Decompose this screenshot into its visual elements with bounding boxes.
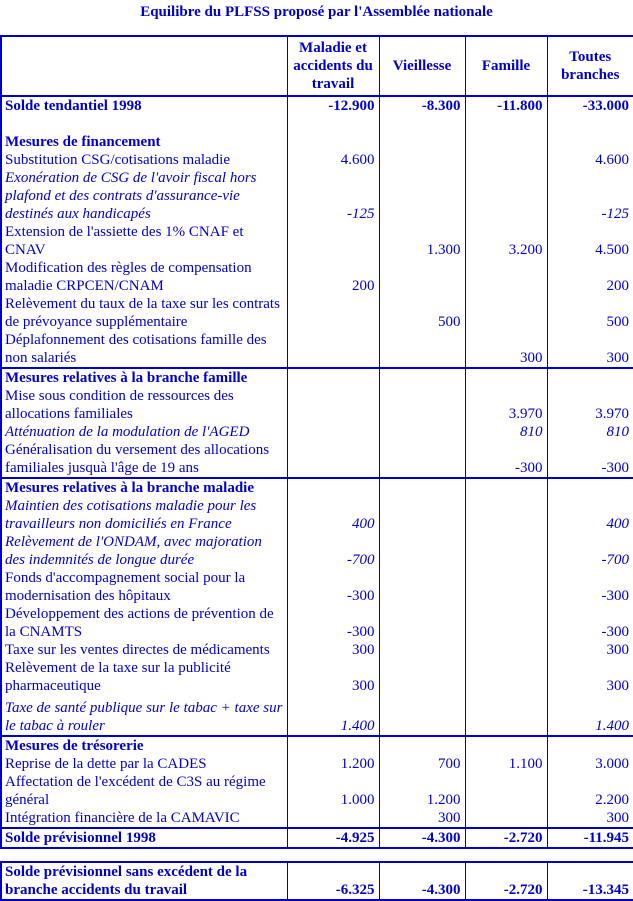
- row-value: [379, 387, 465, 423]
- row-value: -11.800: [465, 96, 547, 115]
- row-label: Mesures relatives à la branche maladie: [1, 478, 287, 497]
- row-value: 1.100: [465, 755, 547, 773]
- row-label: Mesures relatives à la branche famille: [1, 368, 287, 387]
- row-value: 300: [287, 659, 379, 695]
- row-value: 400: [547, 497, 633, 533]
- row-label: Relèvement de l'ONDAM, avec majoration des indemnités de longue durée: [5, 534, 262, 568]
- row-value: [287, 295, 379, 331]
- row-value: -11.945: [547, 828, 633, 848]
- row-value: [465, 773, 547, 809]
- row-value: 4.600: [547, 151, 633, 169]
- row-value: 1.000: [287, 773, 379, 809]
- row-label: Modification des règles de compensation maladie CRPCEN/CNAM: [5, 260, 252, 294]
- row-value: 2.200: [547, 773, 633, 809]
- row-value: [379, 736, 465, 755]
- row-label: Déplafonnement des cotisations famille des non salariés: [5, 332, 267, 366]
- table-row: [1, 96, 633, 115]
- row-value: -700: [287, 533, 379, 569]
- row-value: [547, 115, 633, 133]
- table-row: [1, 809, 633, 828]
- row-label: Relèvement de la taxe sur la publicité pharmaceutique: [5, 660, 231, 694]
- row-value: 3.970: [547, 387, 633, 423]
- row-value: [379, 533, 465, 569]
- main-table-body: [1, 96, 633, 848]
- table-row: [1, 223, 633, 259]
- row-value: [379, 133, 465, 151]
- row-value: [287, 331, 379, 368]
- row-value: [465, 695, 547, 736]
- column-header: Toutes branches: [547, 36, 633, 96]
- row-value: [465, 368, 547, 387]
- row-label: Atténuation de la modulation de l'AGED: [5, 424, 250, 440]
- row-value: 4.500: [547, 223, 633, 259]
- table-row: [1, 387, 633, 423]
- table-row: [1, 441, 633, 478]
- row-value: 500: [379, 295, 465, 331]
- row-label: Taxe de santé publique sur le tabac + taxe sur le tabac à rouler: [5, 700, 283, 734]
- row-label: Solde tendantiel 1998: [5, 98, 142, 114]
- row-label: Taxe sur les ventes directes de médicaments: [5, 642, 270, 658]
- row-value: [379, 441, 465, 478]
- row-value: 3.970: [465, 387, 547, 423]
- row-value: [379, 641, 465, 659]
- row-value: -2.720: [465, 862, 547, 900]
- row-value: [465, 569, 547, 605]
- row-value: -4.300: [379, 862, 465, 900]
- row-value: 200: [547, 259, 633, 295]
- main-table: [0, 35, 633, 849]
- row-value: [465, 497, 547, 533]
- row-value: -33.000: [547, 96, 633, 115]
- row-value: 810: [547, 423, 633, 441]
- row-label: Substitution CSG/cotisations maladie: [5, 152, 230, 168]
- row-label: Fonds d'accompagnement social pour la modernisation des hôpitaux: [5, 570, 246, 604]
- row-value: 300: [547, 809, 633, 828]
- row-value: -300: [465, 441, 547, 478]
- row-value: [379, 151, 465, 169]
- row-value: [547, 736, 633, 755]
- row-label: Solde prévisionnel sans excédent de la branche accidents du travail: [5, 864, 248, 898]
- row-value: -125: [547, 169, 633, 223]
- table-row: [1, 133, 633, 151]
- row-value: 200: [287, 259, 379, 295]
- row-value: [465, 641, 547, 659]
- table-row: [1, 755, 633, 773]
- column-header-empty: [1, 36, 287, 96]
- row-label: Maintien des cotisations maladie pour les travailleurs non domiciliés en France: [5, 498, 257, 532]
- row-value: [379, 115, 465, 133]
- row-label: Mise sous condition de ressources des allocations familiales: [5, 388, 234, 422]
- row-value: -4.925: [287, 828, 379, 848]
- row-value: -8.300: [379, 96, 465, 115]
- row-value: 1.300: [379, 223, 465, 259]
- spacer-row: [1, 115, 633, 133]
- row-value: -6.325: [287, 862, 379, 900]
- row-value: [465, 151, 547, 169]
- footer-table-body: [1, 862, 633, 900]
- table-row: [1, 605, 633, 641]
- row-value: 400: [287, 497, 379, 533]
- table-row: [1, 773, 633, 809]
- table-row: [1, 478, 633, 497]
- row-value: [379, 423, 465, 441]
- row-value: [287, 809, 379, 828]
- row-value: [379, 169, 465, 223]
- column-header: Famille: [465, 36, 547, 96]
- row-value: [465, 169, 547, 223]
- row-value: [287, 368, 379, 387]
- row-label: Extension de l'assiette des 1% CNAF et CNAV: [5, 224, 244, 258]
- table-row: [1, 331, 633, 368]
- row-label: Généralisation du versement des allocations familiales jusquà l'âge de 19 ans: [5, 442, 270, 476]
- row-value: [465, 605, 547, 641]
- row-value: [465, 736, 547, 755]
- row-label: Relèvement du taux de la taxe sur les contrats de prévoyance supplémentaire: [5, 296, 280, 330]
- row-value: [287, 423, 379, 441]
- row-value: 1.400: [547, 695, 633, 736]
- table-row: [1, 641, 633, 659]
- row-value: [465, 295, 547, 331]
- table-row: [1, 862, 633, 900]
- table-row: [1, 423, 633, 441]
- row-label: Mesures de trésorerie: [1, 736, 287, 755]
- table-row: [1, 295, 633, 331]
- row-label: Solde prévisionnel 1998: [1, 828, 287, 848]
- row-value: [287, 115, 379, 133]
- row-value: [379, 259, 465, 295]
- table-row: [1, 368, 633, 387]
- table-row: [1, 259, 633, 295]
- table-row: [1, 695, 633, 736]
- row-value: 700: [379, 755, 465, 773]
- row-value: 810: [465, 423, 547, 441]
- row-value: [379, 569, 465, 605]
- row-value: [287, 478, 379, 497]
- row-value: [547, 133, 633, 151]
- row-value: [547, 368, 633, 387]
- row-label: Exonération de CSG de l'avoir fiscal hors plafond et des contrats d'assurance-vie destinés aux handicapés: [5, 170, 257, 222]
- column-header: Vieillesse: [379, 36, 465, 96]
- row-value: [287, 133, 379, 151]
- row-value: -300: [547, 605, 633, 641]
- row-value: [465, 133, 547, 151]
- row-value: [379, 659, 465, 695]
- row-label: [1, 115, 287, 133]
- row-value: [465, 809, 547, 828]
- row-value: -300: [547, 569, 633, 605]
- row-value: 3.200: [465, 223, 547, 259]
- row-value: [379, 368, 465, 387]
- row-value: 300: [547, 659, 633, 695]
- row-value: [379, 331, 465, 368]
- footer-table: [0, 861, 633, 901]
- row-value: -12.900: [287, 96, 379, 115]
- row-value: [465, 533, 547, 569]
- row-value: [379, 478, 465, 497]
- row-value: -4.300: [379, 828, 465, 848]
- table-row: [1, 169, 633, 223]
- row-value: 1.200: [379, 773, 465, 809]
- header-row: [1, 36, 633, 96]
- table-row: [1, 151, 633, 169]
- row-value: 300: [287, 641, 379, 659]
- row-value: 300: [379, 809, 465, 828]
- row-value: [465, 478, 547, 497]
- row-label: Intégration financière de la CAMAVIC: [5, 810, 240, 826]
- row-value: -300: [287, 605, 379, 641]
- row-value: [287, 736, 379, 755]
- table-row: [1, 569, 633, 605]
- row-label: Mesures de financement: [5, 134, 161, 150]
- row-value: [287, 441, 379, 478]
- row-value: [287, 223, 379, 259]
- table-row: [1, 533, 633, 569]
- row-value: -125: [287, 169, 379, 223]
- row-value: 300: [547, 331, 633, 368]
- row-value: [379, 695, 465, 736]
- table-row: [1, 736, 633, 755]
- row-value: -300: [547, 441, 633, 478]
- row-value: 1.200: [287, 755, 379, 773]
- row-value: [287, 387, 379, 423]
- row-value: 1.400: [287, 695, 379, 736]
- table-row: [1, 828, 633, 848]
- table-row: [1, 659, 633, 695]
- row-value: -300: [287, 569, 379, 605]
- row-value: [379, 605, 465, 641]
- page-title: Equilibre du PLFSS proposé par l'Assemblée nationale: [140, 4, 493, 20]
- row-label: Développement des actions de prévention de la CNAMTS: [5, 606, 274, 640]
- column-header: Maladie et accidents du travail: [287, 36, 379, 96]
- row-value: -13.345: [547, 862, 633, 900]
- row-value: [465, 115, 547, 133]
- row-label: Affectation de l'excédent de C3S au régime général: [5, 774, 266, 808]
- row-value: [547, 478, 633, 497]
- row-value: [465, 259, 547, 295]
- row-value: [465, 659, 547, 695]
- row-label: Reprise de la dette par la CADES: [5, 756, 207, 772]
- row-value: 500: [547, 295, 633, 331]
- row-value: 3.000: [547, 755, 633, 773]
- row-value: 4.600: [287, 151, 379, 169]
- row-value: -2.720: [465, 828, 547, 848]
- table-row: [1, 497, 633, 533]
- row-value: 300: [547, 641, 633, 659]
- row-value: [379, 497, 465, 533]
- row-value: 300: [465, 331, 547, 368]
- row-value: -700: [547, 533, 633, 569]
